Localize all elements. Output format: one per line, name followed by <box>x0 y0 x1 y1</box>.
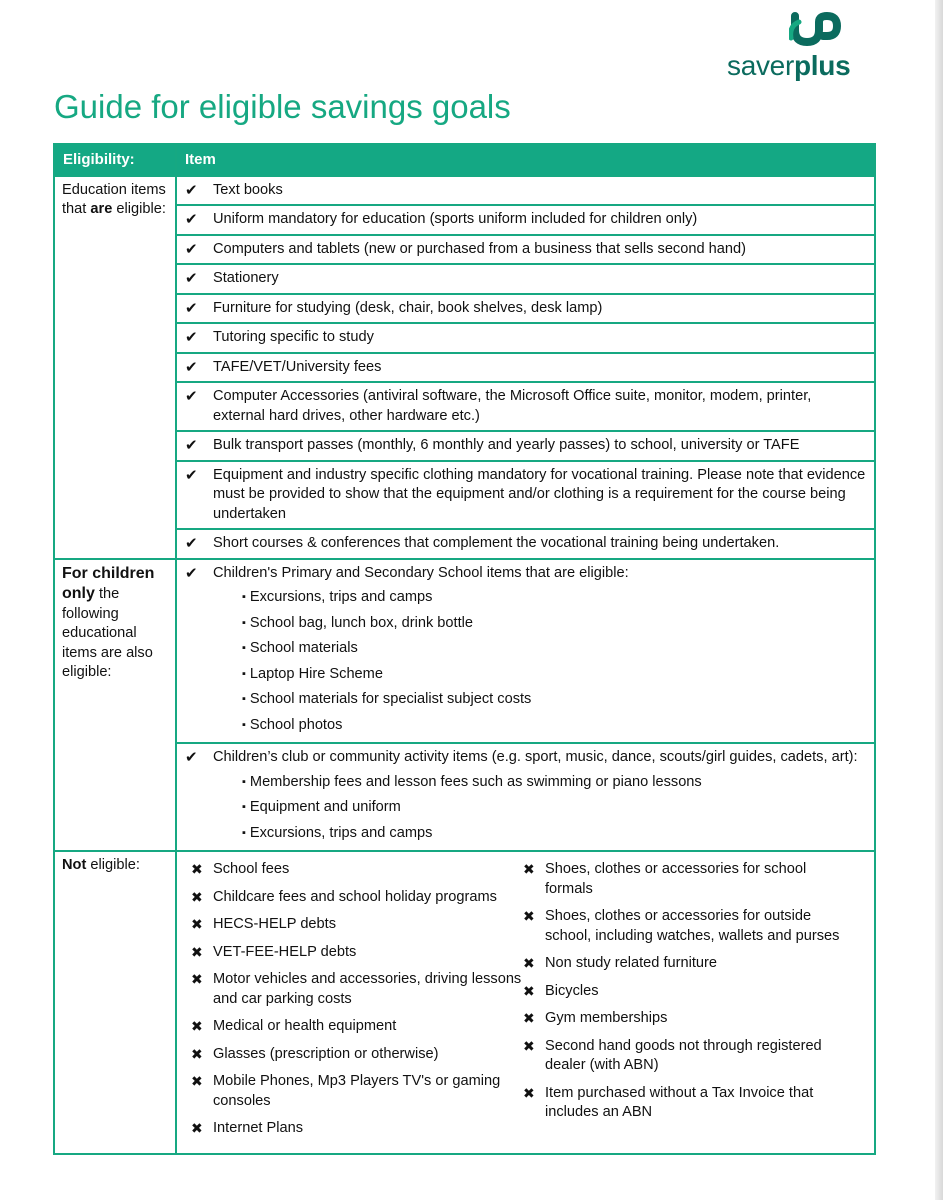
cross-icon: ✖ <box>191 1045 203 1062</box>
table-row <box>54 461 875 530</box>
cross-icon: ✖ <box>191 1018 203 1034</box>
cross-icon: ✖ <box>523 1037 535 1054</box>
table-row <box>54 353 875 383</box>
cross-icon: ✖ <box>191 916 203 932</box>
list-item: ▪ Laptop Hire Scheme <box>242 662 866 688</box>
table-row <box>54 431 875 461</box>
check-icon: ✔ <box>185 211 198 228</box>
check-icon: ✔ <box>185 466 198 484</box>
children-activity-group: ✔ Children’s club or community activity items (e.g. sport, music, dance, scouts/girl guides, cadets, art): ▪ Membership fees and lesson fees such as swimming or piano lessons ▪ Equipment and uniform ▪ Excursions, trips and camps <box>176 743 875 851</box>
header-eligibility: Eligibility: <box>54 144 176 176</box>
logo-wordmark: saverplus <box>727 50 851 81</box>
education-eligibility-label: Education items that are eligible: <box>54 176 176 559</box>
table-row <box>54 205 875 235</box>
cross-icon: ✖ <box>191 943 203 960</box>
cross-icon: ✖ <box>523 955 535 971</box>
cross-icon: ✖ <box>191 1073 203 1089</box>
education-item: ✔ Text books <box>176 176 875 206</box>
list-item: ✖ Medical or health equipment <box>191 1017 523 1037</box>
list-item: ▪ Equipment and uniform <box>242 795 866 821</box>
table-row <box>54 382 875 431</box>
education-item: ✔ Stationery <box>176 264 875 294</box>
table-header-row <box>54 144 875 176</box>
list-item: ✖ Bicycles <box>523 982 853 1002</box>
education-item: ✔ Uniform mandatory for education (sports uniform included for children only) <box>176 205 875 235</box>
cross-icon: ✖ <box>523 982 535 999</box>
table-row <box>54 851 875 1154</box>
check-icon: ✔ <box>185 299 198 317</box>
list-item: ▪ Excursions, trips and camps <box>242 585 866 611</box>
list-item: ▪ School bag, lunch box, drink bottle <box>242 611 866 637</box>
list-item: ✖ HECS-HELP debts <box>191 915 523 935</box>
check-icon: ✔ <box>185 181 198 199</box>
not-eligible-label: Not eligible: <box>54 851 176 1154</box>
table-row <box>54 264 875 294</box>
check-icon: ✔ <box>185 329 198 346</box>
page-title: Guide for eligible savings goals <box>54 88 511 125</box>
check-icon: ✔ <box>185 240 198 258</box>
not-eligible-left-column <box>191 860 523 1147</box>
check-icon: ✔ <box>185 535 198 552</box>
education-item: ✔ Furniture for studying (desk, chair, book shelves, desk lamp) <box>176 294 875 324</box>
list-item: ✖ Motor vehicles and accessories, driving lessons and car parking costs <box>191 970 523 1009</box>
education-item: ✔ Short courses & conferences that complement the vocational training being undertaken. <box>176 529 875 559</box>
cross-icon: ✖ <box>191 971 203 987</box>
eligibility-table <box>53 143 876 1155</box>
list-item: ✖ Glasses (prescription or otherwise) <box>191 1045 523 1065</box>
table-row <box>54 559 875 744</box>
list-item: ✖ VET-FEE-HELP debts <box>191 943 523 963</box>
education-item: ✔ TAFE/VET/University fees <box>176 353 875 383</box>
list-item: ▪ School materials <box>242 636 866 662</box>
list-item: ✖ School fees <box>191 860 523 880</box>
education-item: ✔ Bulk transport passes (monthly, 6 monthly and yearly passes) to school, university or TAFE <box>176 431 875 461</box>
check-icon: ✔ <box>185 437 198 454</box>
list-item: ✖ Internet Plans <box>191 1119 523 1139</box>
children-eligibility-label: For children only the following educational items are also eligible: <box>54 559 176 852</box>
cross-icon: ✖ <box>523 1084 535 1101</box>
check-icon: ✔ <box>185 564 198 582</box>
list-item: ✖ Mobile Phones, Mp3 Players TV's or gaming consoles <box>191 1072 523 1111</box>
list-item: ▪ School materials for specialist subject costs <box>242 687 866 713</box>
education-item: ✔ Tutoring specific to study <box>176 323 875 353</box>
table-row <box>54 529 875 559</box>
not-eligible-right-column <box>523 860 853 1147</box>
page-edge <box>935 0 943 1200</box>
saverplus-logo <box>727 12 875 82</box>
education-item: ✔ Computers and tablets (new or purchased from a business that sells second hand) <box>176 235 875 265</box>
cross-icon: ✖ <box>191 888 203 905</box>
table-row <box>54 743 875 851</box>
list-item: ✖ Item purchased without a Tax Invoice that includes an ABN <box>523 1084 853 1123</box>
table-row <box>54 235 875 265</box>
list-item: ▪ Membership fees and lesson fees such as swimming or piano lessons <box>242 770 866 796</box>
children-school-group: ✔ Children's Primary and Secondary School items that are eligible: ▪ Excursions, trips and camps ▪ School bag, lunch box, drink bottle ▪ School materials ▪ Laptop Hire Scheme ▪ School materials for specialist subject costs ▪ School photos <box>176 559 875 744</box>
check-icon: ✔ <box>185 358 198 376</box>
list-item: ▪ Excursions, trips and camps <box>242 821 866 847</box>
table-row <box>54 323 875 353</box>
header-item: Item <box>176 144 875 176</box>
cross-icon: ✖ <box>191 861 203 877</box>
list-item: ✖ Childcare fees and school holiday programs <box>191 888 523 908</box>
table-row <box>54 294 875 324</box>
logo-mark-icon <box>789 12 845 50</box>
check-icon: ✔ <box>185 749 198 766</box>
education-item: ✔ Equipment and industry specific clothing mandatory for vocational training. Please note that evidence must be provided to show that the equipment and/or clothing is a requirement for the course being undertaken <box>176 461 875 530</box>
list-item: ✖ Gym memberships <box>523 1009 853 1029</box>
table-row <box>54 176 875 206</box>
cross-icon: ✖ <box>523 1010 535 1026</box>
not-eligible-items <box>176 851 875 1154</box>
cross-icon: ✖ <box>191 1120 203 1136</box>
check-icon: ✔ <box>185 270 198 287</box>
list-item: ✖ Non study related furniture <box>523 954 853 974</box>
list-item: ▪ School photos <box>242 713 866 739</box>
education-item: ✔ Computer Accessories (antiviral software, the Microsoft Office suite, monitor, modem, printer, external hard drives, other hardware etc.) <box>176 382 875 431</box>
list-item: ✖ Second hand goods not through registered dealer (with ABN) <box>523 1037 853 1076</box>
cross-icon: ✖ <box>523 908 535 924</box>
list-item: ✖ Shoes, clothes or accessories for outside school, including watches, wallets and purses <box>523 907 853 946</box>
school-subitem-list <box>242 585 866 738</box>
activity-subitem-list <box>242 770 866 847</box>
check-icon: ✔ <box>185 388 198 405</box>
cross-icon: ✖ <box>523 861 535 877</box>
list-item: ✖ Shoes, clothes or accessories for school formals <box>523 860 853 899</box>
